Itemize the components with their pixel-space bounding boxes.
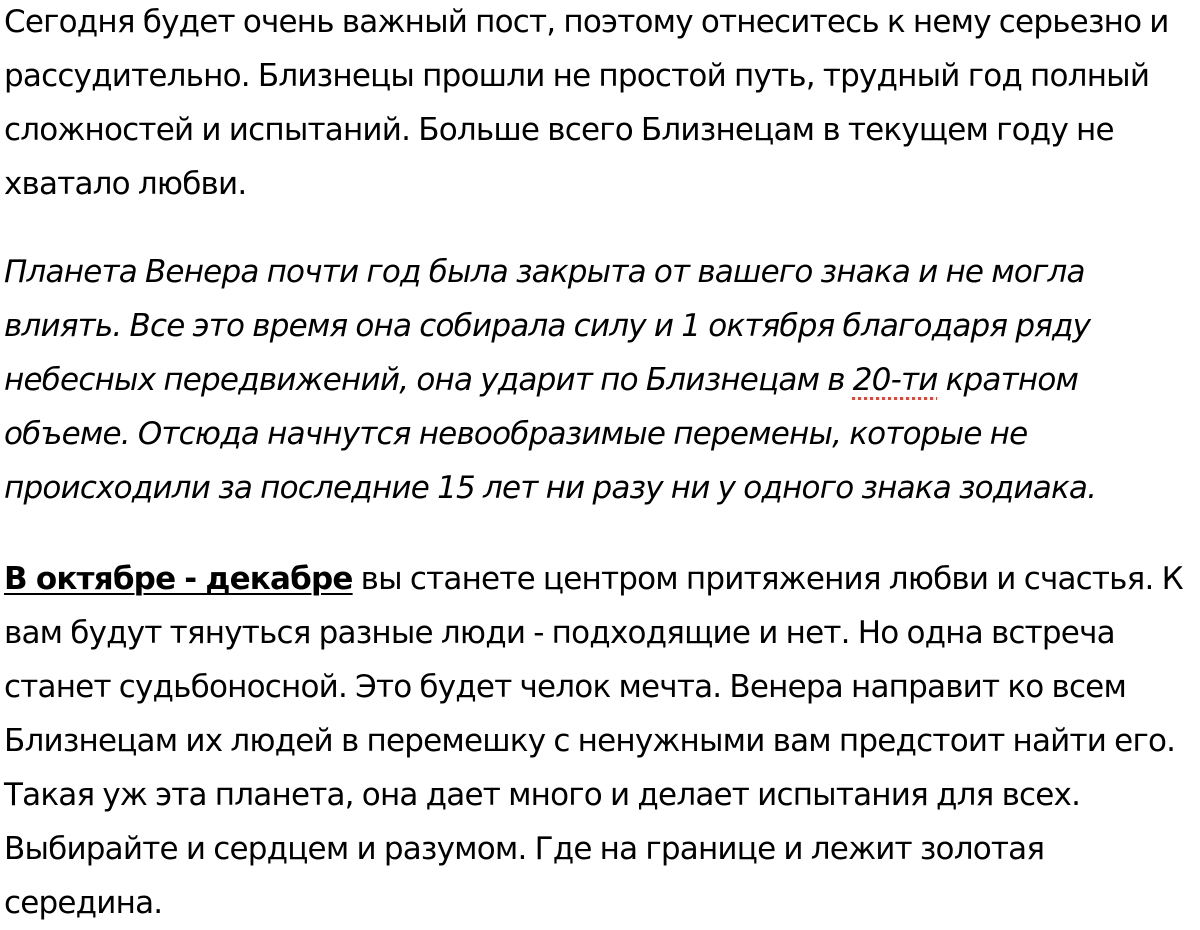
paragraph-venus-text-end: кратном объеме. Отсюда начнутся невообразимые перемены, которые не происходили за последние 15 лет ни разу ни у одного знака зодиака. bbox=[4, 362, 1097, 506]
paragraph-venus bbox=[4, 245, 1196, 515]
forecast-text: вы станете центром притяжения любви и счастья. К вам будут тянуться разные люди - подходящие и нет. Но одна встреча станет судьбоносной. Это будет челок мечта. Венера направит ко всем Близнецам их людей в перемешку с ненужными вам предстоит найти его. Такая уж эта планета, она дает много и делает испытания для всех. Выбирайте и сердцем и разумом. Где на границе и лежит золотая середина. bbox=[4, 561, 1183, 921]
paragraph-forecast bbox=[4, 552, 1196, 930]
paragraph-venus-text-start: Планета Венера почти год была закрыта от вашего знака и не могла влиять. Все это время она собирала силу и 1 октября благодаря ряду небесных передвижений, она ударит по Близнецам в bbox=[4, 254, 1091, 398]
paragraph-intro: Сегодня будет очень важный пост, поэтому отнеситесь к нему серьезно и рассудительно. Близнецы прошли не простой путь, трудный год полный сложностей и испытаний. Больше всего Близнецам в текущем году не хватало любви. bbox=[4, 4, 1169, 202]
forecast-period-highlight: В октябре - декабре bbox=[4, 561, 353, 597]
spellcheck-marked-word[interactable]: 20-ти bbox=[852, 362, 938, 398]
